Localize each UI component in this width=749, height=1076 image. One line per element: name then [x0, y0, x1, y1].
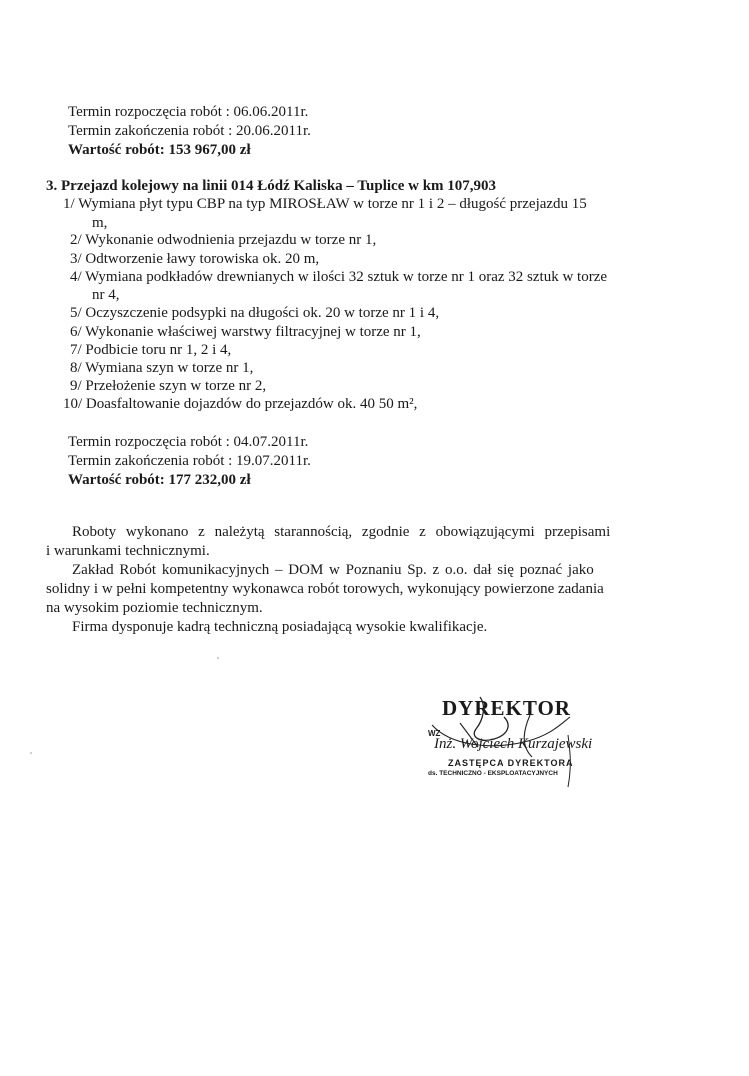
end-date-3: Termin zakończenia robót : 19.07.2011r. [68, 453, 311, 469]
start-date-1: Termin rozpoczęcia robót : 06.06.2011r. [68, 104, 309, 120]
work-value-3: Wartość robót: 177 232,00 zł [68, 472, 251, 488]
stamp-role: ZASTĘPCA DYREKTORA [448, 758, 574, 768]
stamp-dept: ds. TECHNICZNO - EKSPLOATACYJNYCH [428, 770, 558, 777]
handwritten-signature [420, 695, 620, 790]
closing-paragraph-2-line-3: na wysokim poziomie technicznym. [46, 600, 263, 616]
list-item: 8/ Wymiana szyn w torze nr 1, [70, 360, 254, 376]
section-3-heading: 3. Przejazd kolejowy na linii 014 Łódź Kaliska – Tuplice w km 107,903 [46, 178, 497, 194]
list-item: 6/ Wykonanie właściwej warstwy filtracyjnej w torze nr 1, [70, 324, 421, 340]
list-item: 3/ Odtworzenie ławy torowiska ok. 20 m, [70, 251, 320, 267]
list-item-continuation: m, [92, 215, 108, 231]
closing-paragraph-2-line-1: Zakład Robót komunikacyjnych – DOM w Poznaniu Sp. z o.o. dał się poznać jako [72, 562, 594, 578]
work-value-1: Wartość robót: 153 967,00 zł [68, 142, 251, 158]
list-item: 2/ Wykonanie odwodnienia przejazdu w torze nr 1, [70, 232, 377, 248]
list-item: 5/ Oczyszczenie podsypki na długości ok. 20 w torze nr 1 i 4, [70, 305, 440, 321]
stamp-name: Inż. Wojciech Kurzajewski [434, 736, 593, 752]
list-item: 9/ Przełożenie szyn w torze nr 2, [70, 378, 267, 394]
stamp-title: DYREKTOR [442, 696, 571, 720]
director-stamp [420, 695, 620, 785]
closing-paragraph-3: Firma dysponuje kadrą techniczną posiadającą wysokie kwalifikacje. [72, 619, 488, 635]
scan-speck [30, 752, 32, 754]
end-date-1: Termin zakończenia robót : 20.06.2011r. [68, 123, 311, 139]
scan-speck [217, 657, 219, 659]
list-item-continuation: nr 4, [92, 287, 120, 303]
closing-paragraph-1-line-2: i warunkami technicznymi. [46, 543, 210, 559]
stamp-wz: WZ [428, 729, 441, 738]
closing-paragraph-1-line-1: Roboty wykonano z należytą starannością, zgodnie z obowiązującymi przepisami [72, 524, 611, 540]
list-item: 1/ Wymiana płyt typu CBP na typ MIROSŁAW w torze nr 1 i 2 – długość przejazdu 15 [63, 196, 587, 212]
closing-paragraph-2-line-2: solidny i w pełni kompetentny wykonawca robót torowych, wykonujący powierzone zadania [46, 581, 604, 597]
list-item: 7/ Podbicie toru nr 1, 2 i 4, [70, 342, 232, 358]
list-item: 4/ Wymiana podkładów drewnianych w ilości 32 sztuk w torze nr 1 oraz 32 sztuk w torze [70, 269, 608, 285]
list-item: 10/ Doasfaltowanie dojazdów do przejazdów ok. 40 50 m², [63, 396, 418, 412]
start-date-3: Termin rozpoczęcia robót : 04.07.2011r. [68, 434, 309, 450]
